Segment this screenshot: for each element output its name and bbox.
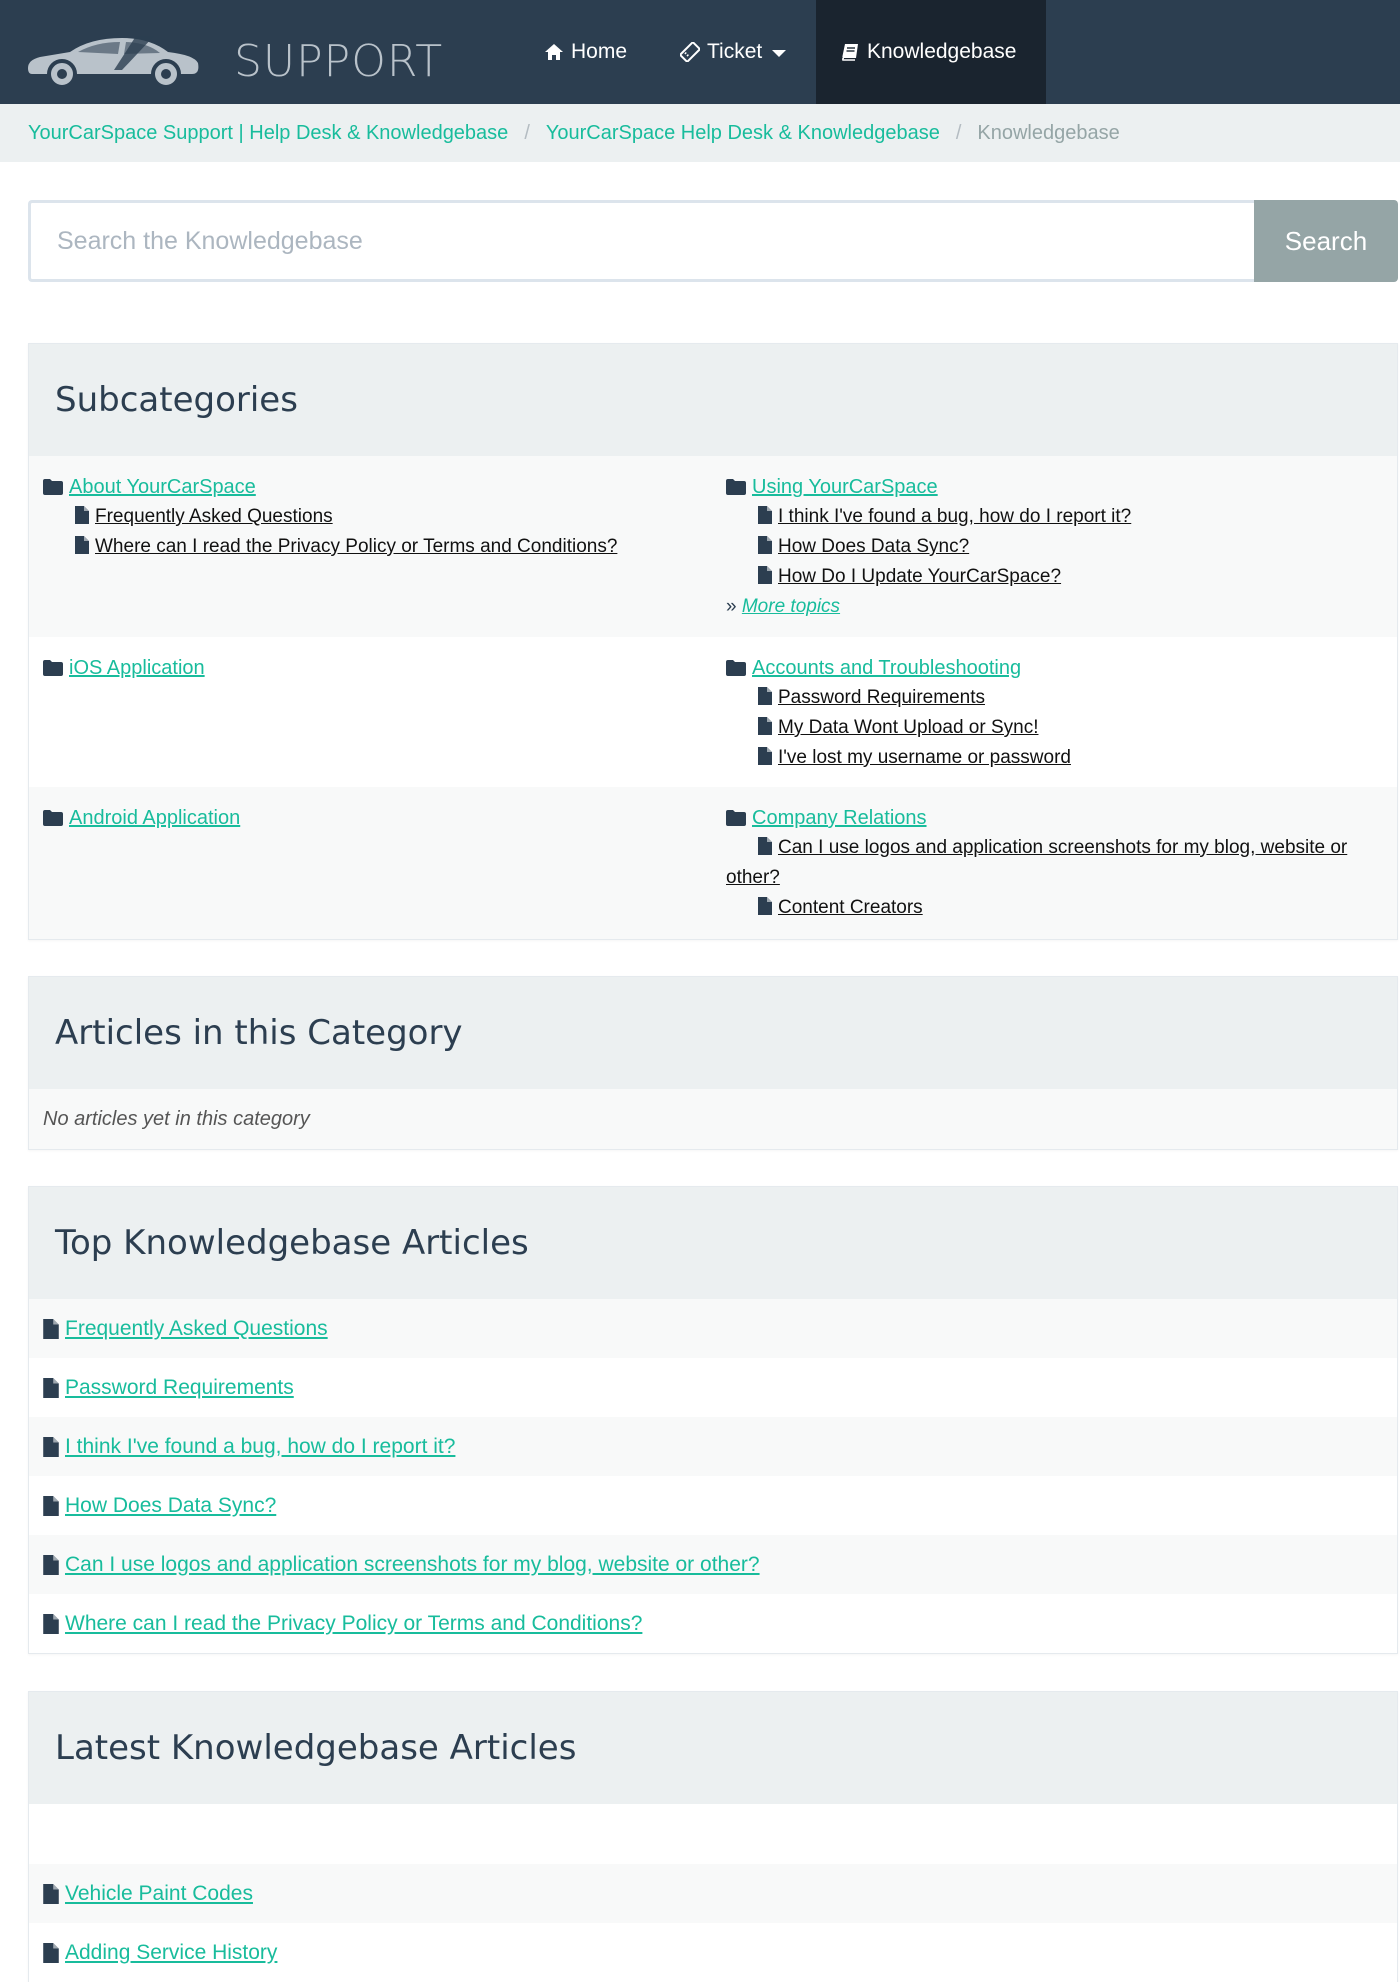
folder-icon — [726, 479, 746, 495]
file-icon — [758, 747, 772, 765]
subcategory-link[interactable]: About YourCarSpace — [69, 476, 256, 498]
subcategory-article-link[interactable]: Can I use logos and application screenshots for my blog, website or other? — [726, 837, 1348, 888]
category-articles-panel — [28, 976, 1398, 1150]
empty-message: No articles yet in this category — [29, 1089, 1397, 1149]
more-topics — [726, 592, 1396, 622]
subcategory-article-link[interactable]: I think I've found a bug, how do I report it? — [778, 506, 1132, 527]
list-item — [29, 1535, 1397, 1594]
subcategory-article-link[interactable]: How Do I Update YourCarSpace? — [778, 566, 1062, 587]
panel-title: Latest Knowledgebase Articles — [29, 1692, 1397, 1804]
subcategory-article-link[interactable]: Frequently Asked Questions — [95, 506, 333, 527]
folder-icon — [726, 660, 746, 676]
car-logo-icon — [26, 30, 202, 90]
subcategories-panel — [28, 343, 1398, 940]
file-icon — [43, 1378, 59, 1398]
ticket-icon — [680, 42, 700, 62]
article-link[interactable]: How Does Data Sync? — [65, 1493, 277, 1517]
subcategory — [726, 653, 1396, 773]
breadcrumb — [0, 104, 1400, 162]
nav-knowledgebase-label: Knowledgebase — [867, 40, 1017, 63]
file-icon — [43, 1319, 59, 1339]
book-icon — [842, 43, 860, 61]
nav-home-label: Home — [571, 40, 628, 63]
list-item — [29, 1358, 1397, 1417]
latest-articles-panel — [28, 1691, 1398, 1982]
subcategory-article-link[interactable]: My Data Wont Upload or Sync! — [778, 717, 1039, 738]
folder-icon — [43, 660, 63, 676]
file-icon — [43, 1555, 59, 1575]
file-icon — [758, 897, 772, 915]
subcategory-article-link[interactable]: Password Requirements — [778, 687, 985, 708]
article-link[interactable]: I think I've found a bug, how do I report it? — [65, 1434, 456, 1458]
more-topics-link[interactable]: More topics — [741, 596, 841, 617]
subcategory — [43, 803, 703, 833]
subcategory — [43, 653, 703, 683]
subcategory-link[interactable]: Company Relations — [752, 807, 927, 829]
list-item — [29, 1864, 1397, 1923]
file-icon — [43, 1614, 59, 1634]
brand-text: SUPPORT — [234, 36, 444, 87]
subcategory — [726, 472, 1396, 622]
search-button[interactable]: Search — [1254, 200, 1398, 282]
list-item — [29, 1923, 1397, 1982]
brand-logo[interactable] — [26, 28, 446, 88]
subcategory-row — [29, 456, 1397, 637]
navbar — [0, 0, 1400, 104]
folder-icon — [726, 810, 746, 826]
list-item — [29, 1594, 1397, 1653]
home-icon — [544, 43, 564, 61]
article-link[interactable]: Vehicle Paint Codes — [65, 1881, 253, 1905]
file-icon — [758, 566, 772, 584]
nav-home[interactable] — [544, 0, 627, 104]
subcategory-row — [29, 787, 1397, 939]
caret-down-icon — [772, 50, 786, 57]
folder-icon — [43, 810, 63, 826]
breadcrumb-separator: / — [524, 121, 530, 144]
search-input[interactable] — [28, 200, 1254, 282]
folder-icon — [43, 479, 63, 495]
breadcrumb-link-support[interactable]: YourCarSpace Support | Help Desk & Knowledgebase — [28, 121, 509, 144]
file-icon — [758, 536, 772, 554]
nav-ticket-dropdown[interactable] — [680, 0, 786, 104]
list-item — [29, 1417, 1397, 1476]
more-topics-prefix: » — [726, 596, 737, 617]
article-link[interactable]: Adding Service History — [65, 1940, 278, 1964]
list-item — [29, 1476, 1397, 1535]
subcategory-article-link[interactable]: How Does Data Sync? — [778, 536, 970, 557]
subcategory-link[interactable]: iOS Application — [69, 657, 205, 679]
nav-knowledgebase[interactable] — [816, 0, 1046, 104]
file-icon — [758, 506, 772, 524]
panel-title: Subcategories — [29, 344, 1397, 456]
file-icon — [75, 536, 89, 554]
breadcrumb-separator: / — [955, 121, 962, 144]
file-icon — [43, 1496, 59, 1516]
top-articles-panel — [28, 1186, 1398, 1654]
subcategory-link[interactable]: Android Application — [69, 807, 241, 829]
article-link[interactable]: Password Requirements — [65, 1375, 294, 1399]
subcategory-article-link[interactable]: Content Creators — [778, 897, 923, 918]
panel-title: Top Knowledgebase Articles — [29, 1187, 1397, 1299]
article-link[interactable]: Can I use logos and application screenshots for my blog, website or other? — [65, 1552, 760, 1576]
article-link[interactable]: Where can I read the Privacy Policy or Terms and Conditions? — [65, 1611, 643, 1635]
file-icon — [758, 687, 772, 705]
subcategory — [726, 803, 1396, 923]
file-icon — [43, 1437, 59, 1457]
breadcrumb-link-helpdesk[interactable]: YourCarSpace Help Desk & Knowledgebase — [545, 121, 940, 144]
subcategory — [43, 472, 703, 562]
spacer-row — [29, 1804, 1397, 1864]
file-icon — [758, 837, 772, 855]
nav-ticket-label: Ticket — [707, 40, 763, 63]
file-icon — [43, 1884, 59, 1904]
subcategory-row — [29, 637, 1397, 787]
panel-title: Articles in this Category — [29, 977, 1397, 1089]
subcategory-link[interactable]: Accounts and Troubleshooting — [752, 657, 1022, 679]
subcategory-article-link[interactable]: I've lost my username or password — [778, 747, 1071, 768]
list-item — [29, 1299, 1397, 1358]
subcategory-article-link[interactable]: Where can I read the Privacy Policy or Terms and Conditions? — [95, 536, 618, 557]
subcategory-link[interactable]: Using YourCarSpace — [752, 476, 938, 498]
article-link[interactable]: Frequently Asked Questions — [65, 1316, 328, 1340]
breadcrumb-current: Knowledgebase — [977, 121, 1120, 144]
file-icon — [758, 717, 772, 735]
file-icon — [75, 506, 89, 524]
file-icon — [43, 1943, 59, 1963]
